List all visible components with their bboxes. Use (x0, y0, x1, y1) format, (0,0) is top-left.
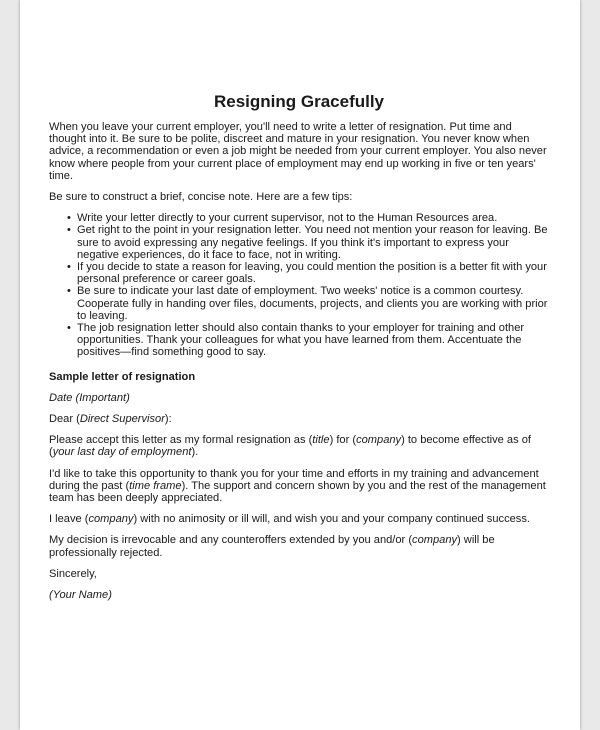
bullet-icon: • (67, 285, 71, 298)
letter-date: Date (Important) (49, 391, 130, 404)
letter-paragraph-1: Please accept this letter as my formal resignation as (title) for (company) to become effective as of (your last day of employment). (49, 434, 531, 459)
document-content (49, 92, 549, 610)
tip-item (49, 285, 549, 322)
letter-salutation: Dear (Direct Supervisor): (49, 413, 172, 426)
tips-intro: Be sure to construct a brief, concise note. Here are a few tips: (49, 191, 353, 204)
sample-letter-heading: Sample letter of resignation (49, 370, 196, 383)
sample-letter (49, 392, 549, 601)
tip-text: Be sure to indicate your last date of employment. Two weeks' notice is a common courtesy. Cooperate fully in handing over files, documents, projects, and clients you are working with prior to leaving. (77, 285, 548, 322)
tip-text: Get right to the point in your resignation letter. You need not mention your reason for leaving. Be sure to avoid expressing any negative feelings. If you think it's important to express your negative experiences, do it face to face, not in writing. (77, 224, 548, 261)
letter-paragraph-4: My decision is irrevocable and any counteroffers extended by you and/or (company) will be professionally rejected. (49, 534, 495, 559)
tip-text: Write your letter directly to your current supervisor, not to the Human Resources area. (77, 212, 498, 225)
letter-signature: (Your Name) (49, 589, 112, 602)
document-page (20, 0, 580, 730)
bullet-icon: • (67, 224, 71, 237)
bullet-icon: • (67, 322, 71, 335)
letter-closing: Sincerely, (49, 567, 97, 580)
tip-text: The job resignation letter should also contain thanks to your employer for training and other opportunities. Thank your colleagues for what you have learned from them. Accentuate the positives—find something good to say. (77, 322, 525, 359)
tip-item (49, 261, 549, 285)
tip-item (49, 322, 549, 359)
letter-paragraph-2: I'd like to take this opportunity to thank you for your time and efforts in my training and advancement during the past (time frame). The support and concern shown by you and the rest of the management team has been deeply appreciated. (49, 467, 546, 505)
intro-paragraph: When you leave your current employer, you'll need to write a letter of resignation. Put time and thought into it. Be sure to be polite, discreet and mature in your resignation. You never know when advice, a recommendation or even a job might be needed from your current employer. You also never know where people from your current place of employment may end up working in five or ten years' time. (49, 121, 547, 182)
tips-list (49, 212, 549, 358)
tip-item (49, 224, 549, 261)
bullet-icon: • (67, 261, 71, 274)
document-title: Resigning Gracefully (213, 92, 385, 111)
tip-text: If you decide to state a reason for leaving, you could mention the position is a better fit with your personal preference or career goals. (77, 261, 547, 286)
bullet-icon: • (67, 212, 71, 225)
tip-item (49, 212, 549, 224)
letter-paragraph-3: I leave (company) with no animosity or ill will, and wish you and your company continued success. (49, 513, 530, 526)
